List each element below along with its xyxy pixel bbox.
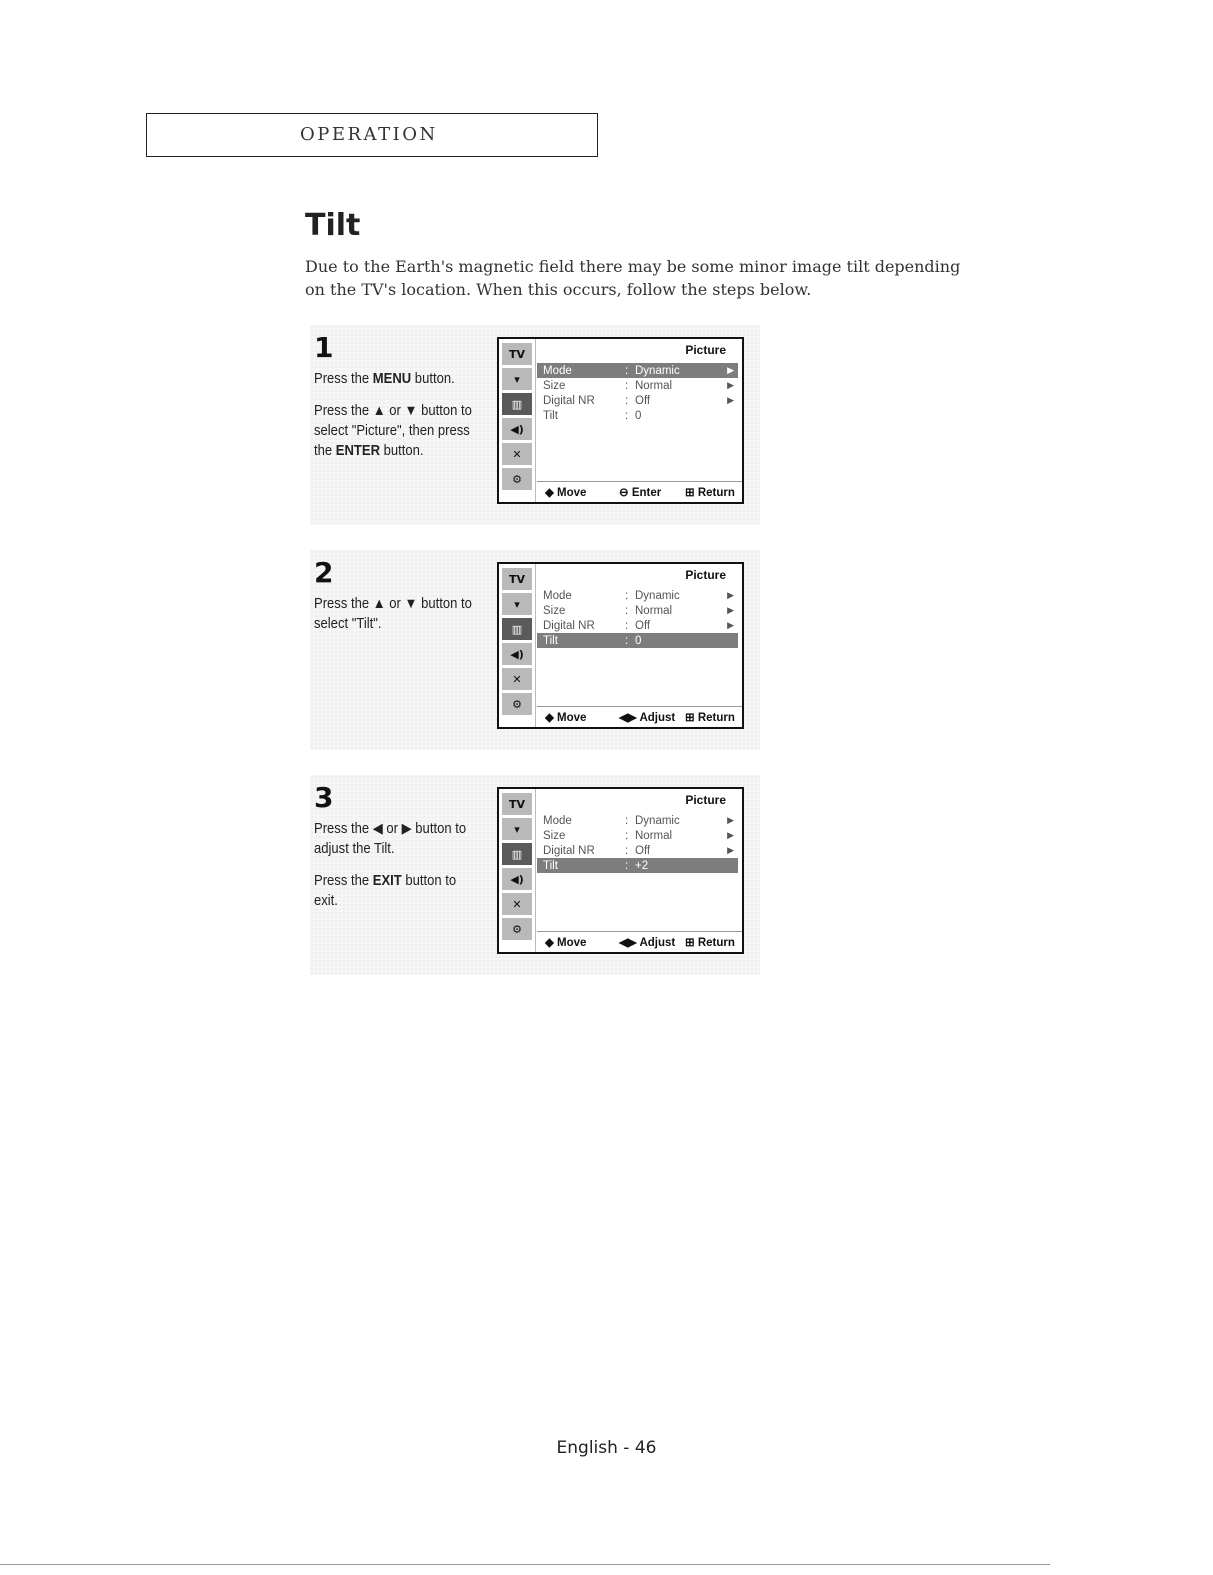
setup-icon: ⚙ xyxy=(502,693,532,715)
menu-row-digital-nr xyxy=(537,618,738,633)
instruction-paragraph xyxy=(314,819,476,859)
menu-row-separator: : xyxy=(625,394,629,407)
instruction-text: Press the ◀ or ▶ button to adjust the Tilt. xyxy=(314,821,467,857)
step-2 xyxy=(310,550,760,750)
menu-row-value: Dynamic xyxy=(635,364,680,377)
help-item: ◆ Move xyxy=(545,712,587,724)
right-arrow-icon: ▶ xyxy=(727,845,734,855)
menu-row-separator: : xyxy=(625,379,629,392)
menu-row-label: Tilt xyxy=(543,859,558,872)
help-item: ◆ Move xyxy=(545,937,587,949)
instruction-text: Press the xyxy=(314,371,373,387)
menu-row-separator: : xyxy=(625,364,629,377)
menu-row-value: Dynamic xyxy=(635,589,680,602)
menu-row-separator: : xyxy=(625,604,629,617)
instruction-paragraph xyxy=(314,594,476,634)
tv-menu-screen xyxy=(497,787,744,954)
button-name: ENTER xyxy=(335,443,381,459)
step-instructions xyxy=(314,369,476,473)
menu-row-value: Normal xyxy=(635,829,673,842)
help-item: ⊞ Return xyxy=(685,937,735,949)
menu-row-value: Off xyxy=(635,619,651,632)
screen-icon: ▥ xyxy=(502,393,532,415)
picture-icon: ▾ xyxy=(502,593,532,615)
menu-help-bar xyxy=(537,931,742,952)
section-header: OPERATION xyxy=(300,124,438,145)
right-arrow-icon: ▶ xyxy=(727,395,734,405)
menu-row-label: Mode xyxy=(543,364,572,377)
step-3 xyxy=(310,775,760,975)
instruction-paragraph xyxy=(314,369,476,389)
menu-row-separator: : xyxy=(625,634,629,647)
step-number: 1 xyxy=(314,331,334,364)
picture-icon: ▾ xyxy=(502,818,532,840)
menu-sidebar xyxy=(499,789,536,952)
menu-row-separator: : xyxy=(625,619,629,632)
intro-text: Due to the Earth's magnetic field there may be some minor image tilt depending on the TV's location. When this occurs, follow the steps below. xyxy=(305,257,961,299)
menu-title: Picture xyxy=(685,793,726,807)
menu-row-tilt xyxy=(537,408,738,423)
step-1 xyxy=(310,325,760,525)
right-arrow-icon: ▶ xyxy=(727,620,734,630)
help-item: ⊞ Return xyxy=(685,712,735,724)
button-name: EXIT xyxy=(372,873,402,889)
menu-row-size xyxy=(537,828,738,843)
sound-icon: ◀) xyxy=(502,868,532,890)
menu-row-label: Size xyxy=(543,829,566,842)
screen-icon: ▥ xyxy=(502,843,532,865)
instruction-paragraph xyxy=(314,871,476,911)
menu-row-mode xyxy=(537,588,738,603)
menu-row-label: Size xyxy=(543,604,566,617)
menu-row-size xyxy=(537,378,738,393)
channel-icon: ✕ xyxy=(502,668,532,690)
right-arrow-icon: ▶ xyxy=(727,590,734,600)
instruction-text: Press the ▲ or ▼ button to select "Picture", then press the xyxy=(314,403,472,459)
sound-icon: ◀) xyxy=(502,418,532,440)
menu-row-value: +2 xyxy=(635,859,649,872)
menu-row-tilt xyxy=(537,633,738,648)
menu-row-value: Dynamic xyxy=(635,814,680,827)
menu-row-separator: : xyxy=(625,409,629,422)
setup-icon: ⚙ xyxy=(502,918,532,940)
help-item: ◀▶ Adjust xyxy=(619,712,676,724)
menu-row-label: Size xyxy=(543,379,566,392)
menu-row-label: Tilt xyxy=(543,634,558,647)
tv-menu-screen xyxy=(497,337,744,504)
menu-row-value: Off xyxy=(635,844,651,857)
bottom-rule xyxy=(0,1564,1050,1565)
tv-menu-screen xyxy=(497,562,744,729)
help-item: ⊖ Enter xyxy=(619,487,662,499)
menu-help-bar xyxy=(537,706,742,727)
menu-row-value: Normal xyxy=(635,604,673,617)
right-arrow-icon: ▶ xyxy=(727,605,734,615)
menu-row-separator: : xyxy=(625,589,629,602)
step-number: 2 xyxy=(314,556,334,589)
screen-icon: ▥ xyxy=(502,618,532,640)
menu-row-mode xyxy=(537,813,738,828)
menu-row-value: 0 xyxy=(635,409,642,422)
menu-row-label: Digital NR xyxy=(543,844,595,857)
right-arrow-icon: ▶ xyxy=(727,380,734,390)
step-instructions xyxy=(314,594,476,646)
setup-icon: ⚙ xyxy=(502,468,532,490)
menu-row-label: Digital NR xyxy=(543,394,595,407)
menu-row-tilt xyxy=(537,858,738,873)
tv-icon: TV xyxy=(502,793,532,815)
instruction-paragraph xyxy=(314,401,476,461)
button-name: MENU xyxy=(372,371,412,387)
right-arrow-icon: ▶ xyxy=(727,815,734,825)
menu-row-size xyxy=(537,603,738,618)
step-number: 3 xyxy=(314,781,334,814)
menu-row-label: Mode xyxy=(543,589,572,602)
menu-row-digital-nr xyxy=(537,843,738,858)
sound-icon: ◀) xyxy=(502,643,532,665)
instruction-text: button to exit. xyxy=(314,873,457,909)
channel-icon: ✕ xyxy=(502,893,532,915)
instruction-text: button. xyxy=(411,371,455,387)
instruction-text: button. xyxy=(380,443,424,459)
help-item: ◆ Move xyxy=(545,487,587,499)
menu-row-separator: : xyxy=(625,814,629,827)
tv-icon: TV xyxy=(502,343,532,365)
menu-sidebar xyxy=(499,564,536,727)
menu-title: Picture xyxy=(685,343,726,357)
menu-row-separator: : xyxy=(625,859,629,872)
picture-icon: ▾ xyxy=(502,368,532,390)
menu-help-bar xyxy=(537,481,742,502)
page-title: Tilt xyxy=(305,208,361,243)
step-instructions xyxy=(314,819,476,923)
menu-row-value: 0 xyxy=(635,634,642,647)
help-item: ◀▶ Adjust xyxy=(619,937,676,949)
instruction-text: Press the xyxy=(314,873,373,889)
menu-sidebar xyxy=(499,339,536,502)
help-item: ⊞ Return xyxy=(685,487,735,499)
menu-row-digital-nr xyxy=(537,393,738,408)
right-arrow-icon: ▶ xyxy=(727,365,734,375)
instruction-text: Press the ▲ or ▼ button to select "Tilt". xyxy=(314,596,472,632)
channel-icon: ✕ xyxy=(502,443,532,465)
menu-row-value: Normal xyxy=(635,379,673,392)
menu-row-value: Off xyxy=(635,394,651,407)
right-arrow-icon: ▶ xyxy=(727,830,734,840)
menu-row-separator: : xyxy=(625,844,629,857)
page-footer: English - 46 xyxy=(556,1438,657,1458)
menu-row-label: Digital NR xyxy=(543,619,595,632)
menu-row-label: Tilt xyxy=(543,409,558,422)
menu-title: Picture xyxy=(685,568,726,582)
menu-row-separator: : xyxy=(625,829,629,842)
tv-icon: TV xyxy=(502,568,532,590)
menu-row-label: Mode xyxy=(543,814,572,827)
menu-row-mode xyxy=(537,363,738,378)
